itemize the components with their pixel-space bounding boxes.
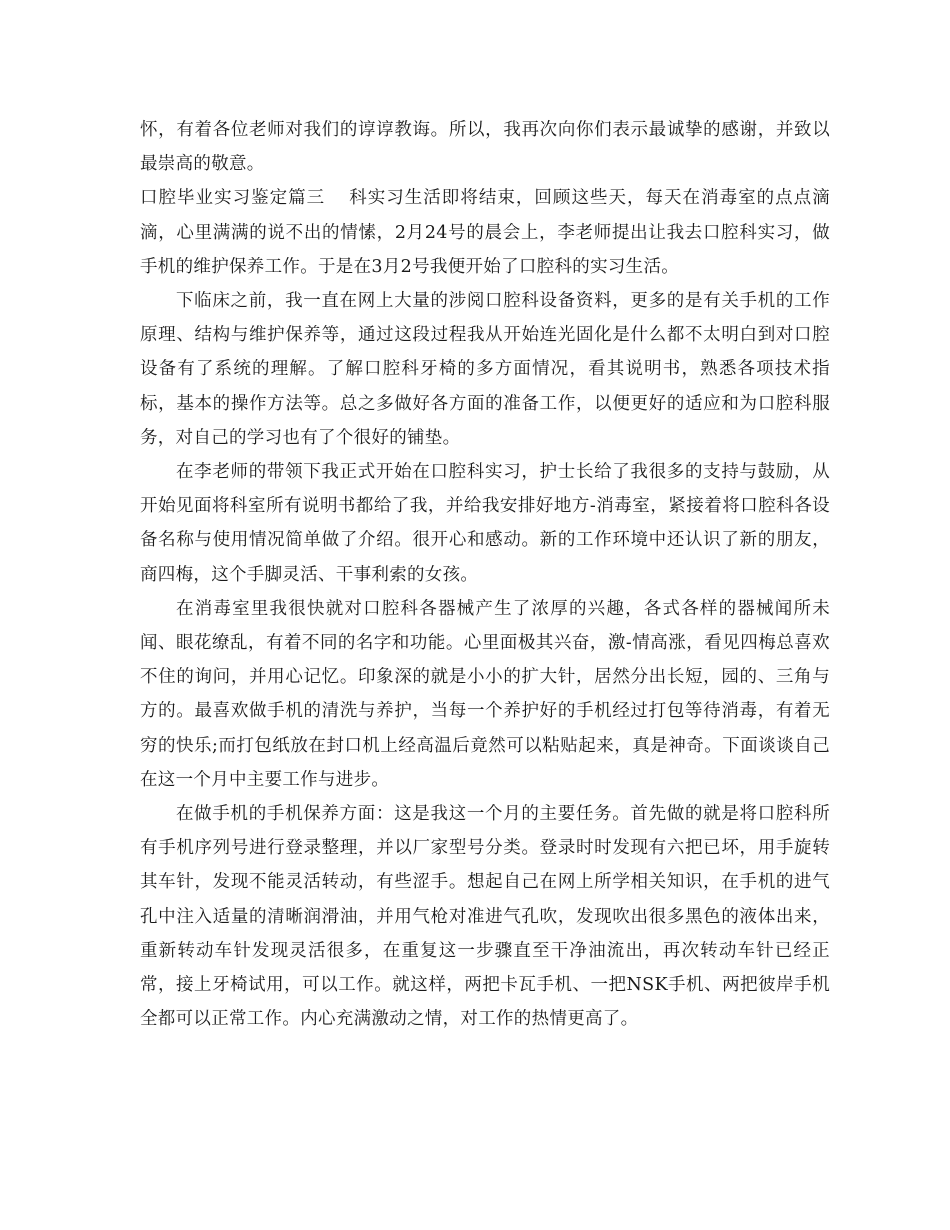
paragraph-section-start: [140, 181, 830, 284]
paragraph-start-internship: 在李老师的带领下我正式开始在口腔科实习，护士长给了我很多的支持与鼓励，从开始见面将科室所有说明书都给了我，并给我安排好地方-消毒室，紧接着将口腔科各设备名称与使用情况简单做了介绍。很开心和感动。新的工作环境中还认识了新的朋友，商四梅，这个手脚灵活、干事利索的女孩。: [140, 462, 830, 585]
document-body: [140, 113, 830, 1036]
paragraph-continued: 怀，有着各位老师对我们的谆谆教诲。所以，我再次向你们表示最诚挚的感谢，并致以最崇高的敬意。: [140, 120, 830, 175]
paragraph-preparation: 下临床之前，我一直在网上大量的涉阅口腔科设备资料，更多的是有关手机的工作原理、结构与维护保养等，通过这段过程我从开始连光固化是什么都不太明白到对口腔设备有了系统的理解。了解口腔科牙椅的多方面情况，看其说明书，熟悉各项技术指标，基本的操作方法等。总之多做好各方面的准备工作，以便更好的适应和为口腔科服务，对自己的学习也有了个很好的铺垫。: [140, 291, 830, 448]
paragraph-handpiece-maintenance: 在做手机的手机保养方面：这是我这一个月的主要任务。首先做的就是将口腔科所有手机序列号进行登录整理，并以厂家型号分类。登录时时发现有六把已坏，用手旋转其车针，发现不能灵活转动，有些涩手。想起自己在网上所学相关知识，在手机的进气孔中注入适量的清晰润滑油，并用气枪对准进气孔吹，发现吹出很多黑色的液体出来，重新转动车针发现灵活很多，在重复这一步骤直至干净油流出，再次转动车针已经正常，接上牙椅试用，可以工作。就这样，两把卡瓦手机、一把NSK手机、两把彼岸手机全都可以正常工作。内心充满激动之情，对工作的热情更高了。: [140, 804, 830, 1030]
paragraph-disinfection-room: 在消毒室里我很快就对口腔科各器械产生了浓厚的兴趣，各式各样的器械闻所未闻、眼花缭乱，有着不同的名字和功能。心里面极其兴奋，激-情高涨，看见四梅总喜欢不住的询问，并用心记忆。印象深的就是小小的扩大针，居然分出长短，园的、三角与方的。最喜欢做手机的清洗与养护，当每一个养护好的手机经过打包等待消毒，有着无穷的快乐;而打包纸放在封口机上经高温后竟然可以粘贴起来，真是神奇。下面谈谈自己在这一个月中主要工作与进步。: [140, 598, 830, 790]
section-heading: 口腔毕业实习鉴定篇三: [140, 188, 326, 209]
section-intro-text: 科实习生活即将结束，回顾这些天，每天在消毒室的点点滴滴，心里满满的说不出的情愫，2月24号的晨会上，李老师提出让我去口腔科实习，做手机的维护保养工作。于是在3月2号我便开始了口腔科的实习生活。: [140, 188, 830, 277]
